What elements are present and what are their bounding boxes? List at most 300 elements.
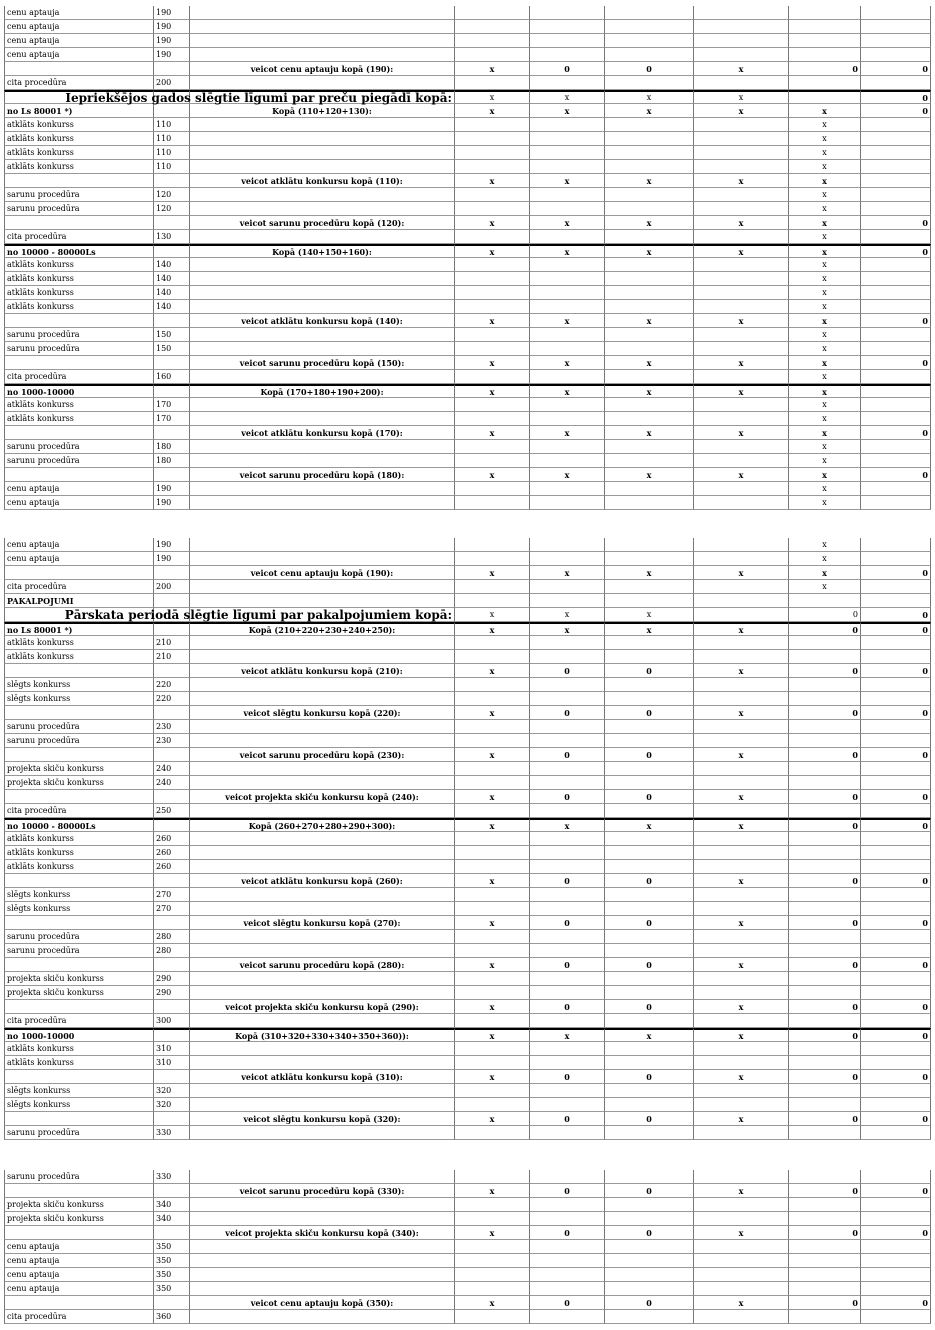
table-cell: x [789, 482, 861, 496]
table-cell: 0 [605, 1070, 694, 1084]
table-cell [861, 1084, 931, 1098]
table-cell: veicot slēgtu konkursu kopā (320): [190, 1112, 455, 1126]
table-cell: no 1000-10000 [4, 1028, 154, 1042]
table-cell [530, 860, 605, 874]
table-cell: x [605, 608, 694, 622]
table-cell [861, 650, 931, 664]
table-cell [605, 118, 694, 132]
table-cell [861, 720, 931, 734]
table-cell [605, 1098, 694, 1112]
table-cell: sarunu procedūra [4, 720, 154, 734]
table-cell [694, 482, 789, 496]
table-cell [530, 986, 605, 1000]
table-cell [455, 370, 530, 384]
table-cell [4, 356, 154, 370]
table-cell: 200 [154, 580, 190, 594]
table-cell [190, 1170, 455, 1184]
table-cell: 0 [861, 790, 931, 804]
table-cell [605, 440, 694, 454]
table-cell [530, 636, 605, 650]
table-cell: x [530, 314, 605, 328]
table-cell: x [605, 216, 694, 230]
table-cell: atklāts konkurss [4, 398, 154, 412]
table-cell: cita procedūra [4, 580, 154, 594]
table-cell: x [789, 328, 861, 342]
table-cell [4, 790, 154, 804]
table-cell [190, 846, 455, 860]
table-cell: x [789, 454, 861, 468]
table-cell [694, 300, 789, 314]
table-cell [694, 132, 789, 146]
table-cell: x [694, 1226, 789, 1240]
table-cell: cenu aptauja [4, 1254, 154, 1268]
table-cell [789, 76, 861, 90]
table-cell [190, 482, 455, 496]
table-cell [694, 972, 789, 986]
table-cell [455, 1170, 530, 1184]
table-cell [455, 6, 530, 20]
table-cell: 180 [154, 440, 190, 454]
table-cell [154, 216, 190, 230]
table-cell [861, 230, 931, 244]
table-cell [455, 846, 530, 860]
table-cell [530, 1268, 605, 1282]
table-cell: x [694, 90, 789, 104]
table-cell [694, 1014, 789, 1028]
table-cell [789, 1042, 861, 1056]
table-cell: x [455, 790, 530, 804]
table-cell [861, 440, 931, 454]
table-cell [4, 1296, 154, 1310]
table-cell: veicot atklātu konkursu kopā (310): [190, 1070, 455, 1084]
table-cell: x [530, 1028, 605, 1042]
table-cell [455, 804, 530, 818]
table-cell [530, 272, 605, 286]
table-cell: 150 [154, 342, 190, 356]
table-cell [694, 888, 789, 902]
table-cell [455, 734, 530, 748]
table-cell [190, 1084, 455, 1098]
table-cell [694, 650, 789, 664]
table-cell [190, 832, 455, 846]
table-cell [154, 874, 190, 888]
table-cell: atklāts konkurss [4, 160, 154, 174]
table-cell: x [789, 258, 861, 272]
table-cell [605, 258, 694, 272]
table-cell [530, 944, 605, 958]
table-cell [694, 1254, 789, 1268]
table-cell [154, 314, 190, 328]
table-cell: no 1000-10000 [4, 384, 154, 398]
table-cell [455, 202, 530, 216]
table-cell: 110 [154, 146, 190, 160]
table-cell: 0 [861, 622, 931, 636]
table-section [4, 6, 931, 510]
table-cell: Iepriekšējos gados slēgtie līgumi par preču piegādī kopā: [190, 90, 455, 104]
table-cell [605, 1170, 694, 1184]
table-cell: Kopā (210+220+230+240+250): [190, 622, 455, 636]
table-cell: cenu aptauja [4, 6, 154, 20]
table-cell [190, 1310, 455, 1324]
table-cell: x [694, 1070, 789, 1084]
table-cell: 0 [861, 664, 931, 678]
table-cell [154, 384, 190, 398]
table-cell [530, 804, 605, 818]
table-cell: Kopā (140+150+160): [190, 244, 455, 258]
table-cell: x [694, 104, 789, 118]
table-cell [530, 762, 605, 776]
table-cell: 350 [154, 1282, 190, 1296]
table-cell: atklāts konkurss [4, 846, 154, 860]
table-cell [4, 916, 154, 930]
table-cell: x [530, 468, 605, 482]
table-cell [190, 650, 455, 664]
table-cell [190, 132, 455, 146]
table-cell [190, 636, 455, 650]
table-cell [694, 580, 789, 594]
table-cell [605, 902, 694, 916]
table-cell [605, 636, 694, 650]
table-cell [530, 286, 605, 300]
table-cell: x [605, 384, 694, 398]
table-cell: 170 [154, 398, 190, 412]
table-cell [605, 888, 694, 902]
table-cell: x [694, 790, 789, 804]
table-cell: 270 [154, 902, 190, 916]
table-cell [605, 1310, 694, 1324]
table-cell [154, 1226, 190, 1240]
table-cell [605, 398, 694, 412]
table-cell [789, 860, 861, 874]
table-cell [530, 496, 605, 510]
table-cell: 160 [154, 370, 190, 384]
table-cell: atklāts konkurss [4, 286, 154, 300]
table-cell: sarunu procedūra [4, 1126, 154, 1140]
table-cell: x [789, 286, 861, 300]
table-cell: sarunu procedūra [4, 440, 154, 454]
table-cell [455, 860, 530, 874]
table-cell [455, 650, 530, 664]
table-cell: x [694, 622, 789, 636]
table-cell [861, 370, 931, 384]
table-cell [4, 1070, 154, 1084]
table-cell: x [789, 160, 861, 174]
table-cell [530, 132, 605, 146]
table-cell [861, 34, 931, 48]
table-cell [694, 398, 789, 412]
table-cell: x [455, 468, 530, 482]
table-cell [190, 1098, 455, 1112]
table-cell: 0 [861, 566, 931, 580]
table-cell [694, 1084, 789, 1098]
table-cell: x [789, 538, 861, 552]
table-cell [530, 1254, 605, 1268]
table-cell: x [789, 370, 861, 384]
table-cell: 240 [154, 776, 190, 790]
table-cell [190, 230, 455, 244]
table-cell [605, 594, 694, 608]
table-cell: x [530, 622, 605, 636]
table-cell: 0 [861, 356, 931, 370]
table-cell: 190 [154, 48, 190, 62]
table-cell: 0 [605, 790, 694, 804]
table-cell [190, 552, 455, 566]
table-cell: veicot sarunu procedūru kopā (120): [190, 216, 455, 230]
table-cell: 0 [861, 916, 931, 930]
table-cell: x [694, 384, 789, 398]
table-cell [861, 762, 931, 776]
table-cell [4, 62, 154, 76]
table-cell: x [789, 398, 861, 412]
table-cell: atklāts konkurss [4, 636, 154, 650]
table-cell [694, 188, 789, 202]
table-cell: atklāts konkurss [4, 650, 154, 664]
table-cell [530, 1042, 605, 1056]
table-cell [861, 118, 931, 132]
table-cell [861, 300, 931, 314]
table-cell [605, 496, 694, 510]
table-cell [530, 930, 605, 944]
table-cell [455, 188, 530, 202]
table-cell [694, 76, 789, 90]
table-cell [530, 230, 605, 244]
table-cell [861, 552, 931, 566]
table-cell [694, 944, 789, 958]
table-cell: veicot cenu aptauju kopā (190): [190, 62, 455, 76]
table-cell: 0 [530, 958, 605, 972]
table-cell: 280 [154, 930, 190, 944]
table-cell [861, 132, 931, 146]
table-cell [154, 1112, 190, 1126]
table-cell [789, 1212, 861, 1226]
table-cell: x [455, 174, 530, 188]
table-cell [605, 412, 694, 426]
table-cell: 170 [154, 412, 190, 426]
table-cell: x [530, 174, 605, 188]
table-cell: 260 [154, 832, 190, 846]
table-cell [154, 356, 190, 370]
table-cell: 110 [154, 160, 190, 174]
table-cell: 0 [861, 314, 931, 328]
table-cell: Kopā (260+270+280+290+300): [190, 818, 455, 832]
table-cell: x [455, 1028, 530, 1042]
table-cell [605, 188, 694, 202]
table-cell [455, 678, 530, 692]
table-cell [455, 1098, 530, 1112]
table-cell: 250 [154, 804, 190, 818]
table-cell: x [605, 1028, 694, 1042]
table-cell [154, 174, 190, 188]
table-cell: 310 [154, 1042, 190, 1056]
table-cell [694, 440, 789, 454]
table-cell: x [455, 1296, 530, 1310]
table-cell: x [530, 818, 605, 832]
table-cell [190, 986, 455, 1000]
table-cell: 0 [530, 916, 605, 930]
table-cell: 0 [530, 706, 605, 720]
table-cell: x [530, 384, 605, 398]
table-cell [694, 832, 789, 846]
table-cell [789, 20, 861, 34]
table-cell [861, 860, 931, 874]
table-cell: 0 [605, 1184, 694, 1198]
table-cell [190, 1240, 455, 1254]
table-cell: 0 [530, 1184, 605, 1198]
table-cell [455, 1198, 530, 1212]
table-cell [4, 664, 154, 678]
table-cell: atklāts konkurss [4, 272, 154, 286]
table-cell: x [789, 552, 861, 566]
table-cell [190, 496, 455, 510]
table-cell: 0 [530, 1112, 605, 1126]
table-cell [4, 566, 154, 580]
table-cell [861, 678, 931, 692]
table-cell [455, 230, 530, 244]
table-cell [861, 902, 931, 916]
table-cell: 140 [154, 300, 190, 314]
table-cell: 0 [605, 916, 694, 930]
table-cell: x [694, 566, 789, 580]
table-cell: cita procedūra [4, 370, 154, 384]
table-cell [190, 594, 455, 608]
table-cell [190, 146, 455, 160]
table-cell: x [530, 566, 605, 580]
table-cell: x [694, 958, 789, 972]
table-cell [455, 692, 530, 706]
table-cell: 270 [154, 888, 190, 902]
table-cell [605, 48, 694, 62]
table-cell: x [694, 1000, 789, 1014]
table-cell [190, 902, 455, 916]
table-cell [455, 398, 530, 412]
table-cell [530, 370, 605, 384]
table-cell [455, 482, 530, 496]
table-cell: x [530, 426, 605, 440]
table-cell: x [694, 314, 789, 328]
table-cell: veicot atklātu konkursu kopā (210): [190, 664, 455, 678]
table-cell: veicot atklātu konkursu kopā (170): [190, 426, 455, 440]
table-cell: projekta skiču konkurss [4, 762, 154, 776]
table-cell: x [455, 608, 530, 622]
table-cell [789, 90, 861, 104]
table-cell [154, 1000, 190, 1014]
table-cell [605, 1212, 694, 1226]
table-cell [455, 160, 530, 174]
table-cell [861, 174, 931, 188]
table-cell: 0 [789, 706, 861, 720]
table-cell: cenu aptauja [4, 34, 154, 48]
table-cell [530, 846, 605, 860]
table-cell: 320 [154, 1098, 190, 1112]
table-cell: 0 [861, 62, 931, 76]
table-cell [861, 1240, 931, 1254]
table-cell: 0 [861, 1184, 931, 1198]
table-cell [455, 1268, 530, 1282]
table-cell [190, 762, 455, 776]
table-cell: x [789, 412, 861, 426]
table-cell [455, 48, 530, 62]
table-cell: veicot cenu aptauju kopā (350): [190, 1296, 455, 1310]
table-cell [605, 552, 694, 566]
table-cell [190, 860, 455, 874]
table-cell: 260 [154, 846, 190, 860]
table-cell [530, 776, 605, 790]
table-cell: 190 [154, 482, 190, 496]
table-cell [694, 286, 789, 300]
table-cell: x [789, 314, 861, 328]
table-cell: atklāts konkurss [4, 832, 154, 846]
table-cell [154, 916, 190, 930]
table-cell: x [455, 874, 530, 888]
table-cell [694, 6, 789, 20]
table-cell: 0 [861, 1070, 931, 1084]
table-cell [190, 1254, 455, 1268]
table-cell: slēgts konkurss [4, 888, 154, 902]
table-cell: cita procedūra [4, 1014, 154, 1028]
table-cell: 220 [154, 678, 190, 692]
table-cell [789, 1254, 861, 1268]
table-cell [605, 272, 694, 286]
table-cell [605, 580, 694, 594]
table-cell: x [530, 244, 605, 258]
table-cell: x [789, 468, 861, 482]
table-cell [605, 202, 694, 216]
table-cell [530, 1056, 605, 1070]
table-cell [190, 720, 455, 734]
table-cell: sarunu procedūra [4, 202, 154, 216]
table-cell [605, 860, 694, 874]
table-cell [530, 678, 605, 692]
table-cell [694, 202, 789, 216]
table-cell [190, 300, 455, 314]
table-cell: slēgts konkurss [4, 678, 154, 692]
table-cell: x [694, 356, 789, 370]
table-cell: sarunu procedūra [4, 454, 154, 468]
table-cell [530, 1310, 605, 1324]
table-cell [605, 762, 694, 776]
table-cell: 0 [605, 1296, 694, 1310]
table-cell [789, 944, 861, 958]
table-cell: slēgts konkurss [4, 1098, 154, 1112]
table-cell: x [694, 426, 789, 440]
table-cell [530, 692, 605, 706]
table-cell: 180 [154, 454, 190, 468]
table-cell [190, 202, 455, 216]
table-cell: 190 [154, 6, 190, 20]
table-cell [455, 496, 530, 510]
table-cell [789, 1056, 861, 1070]
table-cell [789, 48, 861, 62]
table-cell [190, 734, 455, 748]
table-cell [530, 734, 605, 748]
table-cell [861, 1126, 931, 1140]
table-cell [154, 104, 190, 118]
table-cell [789, 34, 861, 48]
table-cell [455, 454, 530, 468]
table-cell [530, 160, 605, 174]
table-cell [530, 34, 605, 48]
table-cell: 0 [861, 1226, 931, 1240]
table-cell: 0 [861, 958, 931, 972]
table-cell [605, 342, 694, 356]
table-cell [4, 958, 154, 972]
table-cell [861, 188, 931, 202]
table-cell [154, 790, 190, 804]
table-cell: 0 [605, 664, 694, 678]
table-cell [861, 594, 931, 608]
table-cell: x [605, 622, 694, 636]
table-cell [861, 636, 931, 650]
